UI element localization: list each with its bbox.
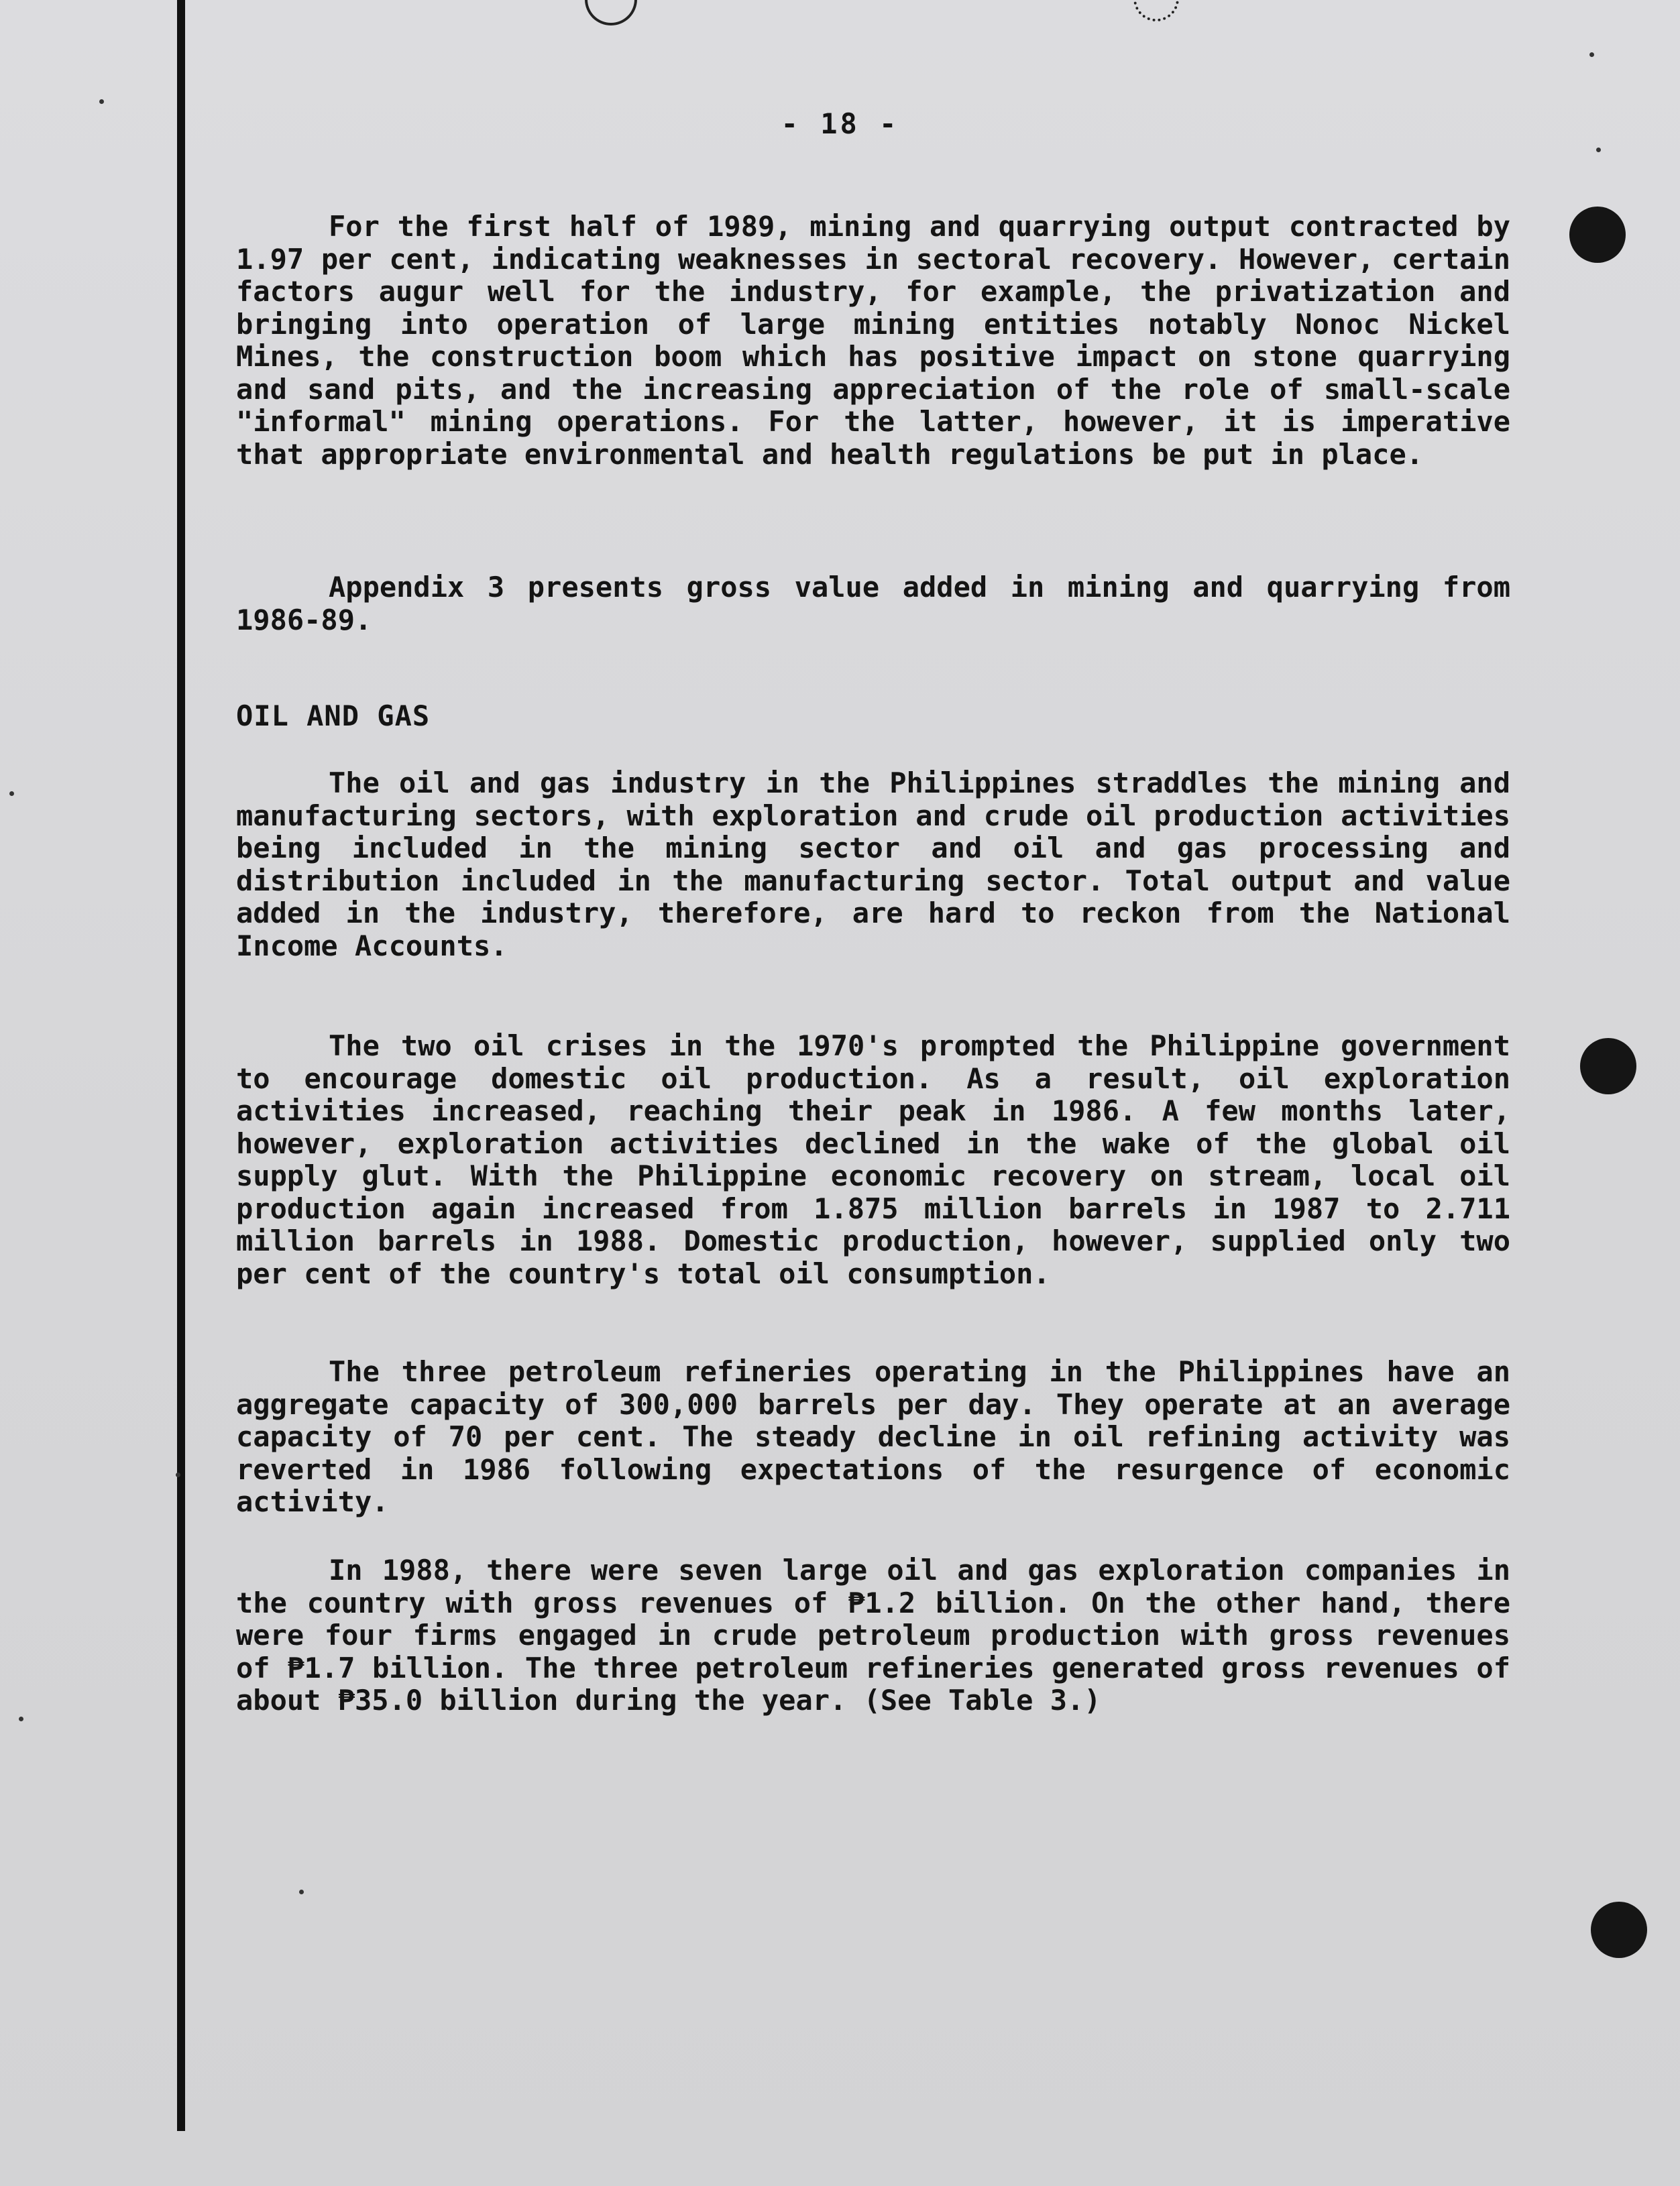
speck-mark (176, 1473, 180, 1477)
paragraph-refineries (236, 1356, 1510, 1519)
ring-mark-top-left (585, 0, 637, 25)
ring-mark-top-right (1133, 0, 1179, 21)
paragraph-text: For the first half of 1989, mining and quarrying output contracted by 1.97 per cent, indicating weaknesses in sectoral recovery. However, certain factors augur well for the industry, for example, the privatization and bringing into operation of large mining entities notably Nonoc Nickel Mines, the construction boom which has positive impact on stone quarrying and sand pits, and the increasing appreciation of the role of small-scale "informal" mining operations. For the latter, however, it is imperative that appropriate environmental and health regulations be put in place. (236, 210, 1510, 471)
speck-mark (1589, 52, 1594, 57)
punch-hole-top (1569, 207, 1626, 263)
margin-rule (177, 0, 185, 2131)
page-number: - 18 - (781, 107, 899, 140)
paragraph-oil-crises (236, 1030, 1510, 1290)
speck-mark (1596, 148, 1601, 152)
speck-mark (19, 1717, 23, 1721)
speck-mark (9, 791, 14, 796)
paragraph-text: The oil and gas industry in the Philippines straddles the mining and manufacturing sectors, with exploration and crude oil production activities being included in the mining sector and oil and gas processing and distribution included in the manufacturing sector. Total output and value added in the industry, therefore, are hard to reckon from the National Income Accounts. (236, 766, 1510, 962)
speck-mark (99, 99, 104, 104)
section-heading-block (236, 700, 1510, 733)
paragraph-text: The two oil crises in the 1970's prompted the Philippine government to encourage domestic oil production. As a result, oil exploration activities increased, reaching their peak in 1986. A few months later, however, exploration activities declined in the wake of the global oil supply glut. With the Philippine economic recovery on stream, local oil production again increased from 1.875 million barrels in 1987 to 2.711 million barrels in 1988. Domestic production, however, supplied only two per cent of the country's total oil consumption. (236, 1029, 1510, 1290)
paragraph-text: Appendix 3 presents gross value added in mining and quarrying from 1986-89. (236, 571, 1510, 636)
paragraph-text: In 1988, there were seven large oil and gas exploration companies in the country with gross revenues of ₱1.2 billion. On the other hand, there were four firms engaged in crude petroleum production with gross revenues of ₱1.7 billion. The three petroleum refineries generated gross revenues of about ₱35.0 billion during the year. (See Table 3.) (236, 1554, 1510, 1717)
paragraph-oil-gas-industry (236, 767, 1510, 962)
speck-mark (299, 1890, 304, 1894)
punch-hole-middle (1580, 1038, 1636, 1094)
section-heading: OIL AND GAS (236, 699, 431, 732)
punch-hole-bottom (1591, 1902, 1647, 1958)
paragraph-exploration-companies (236, 1554, 1510, 1717)
paragraph-text: The three petroleum refineries operating in the Philippines have an aggregate capacity of 300,000 barrels per day. They operate at an average capacity of 70 per cent. The steady decline in oil refining activity was reverted in 1986 following expectations of the resurgence of economic activity. (236, 1355, 1510, 1518)
paragraph-mining-output (236, 211, 1510, 471)
paragraph-appendix (236, 571, 1510, 636)
